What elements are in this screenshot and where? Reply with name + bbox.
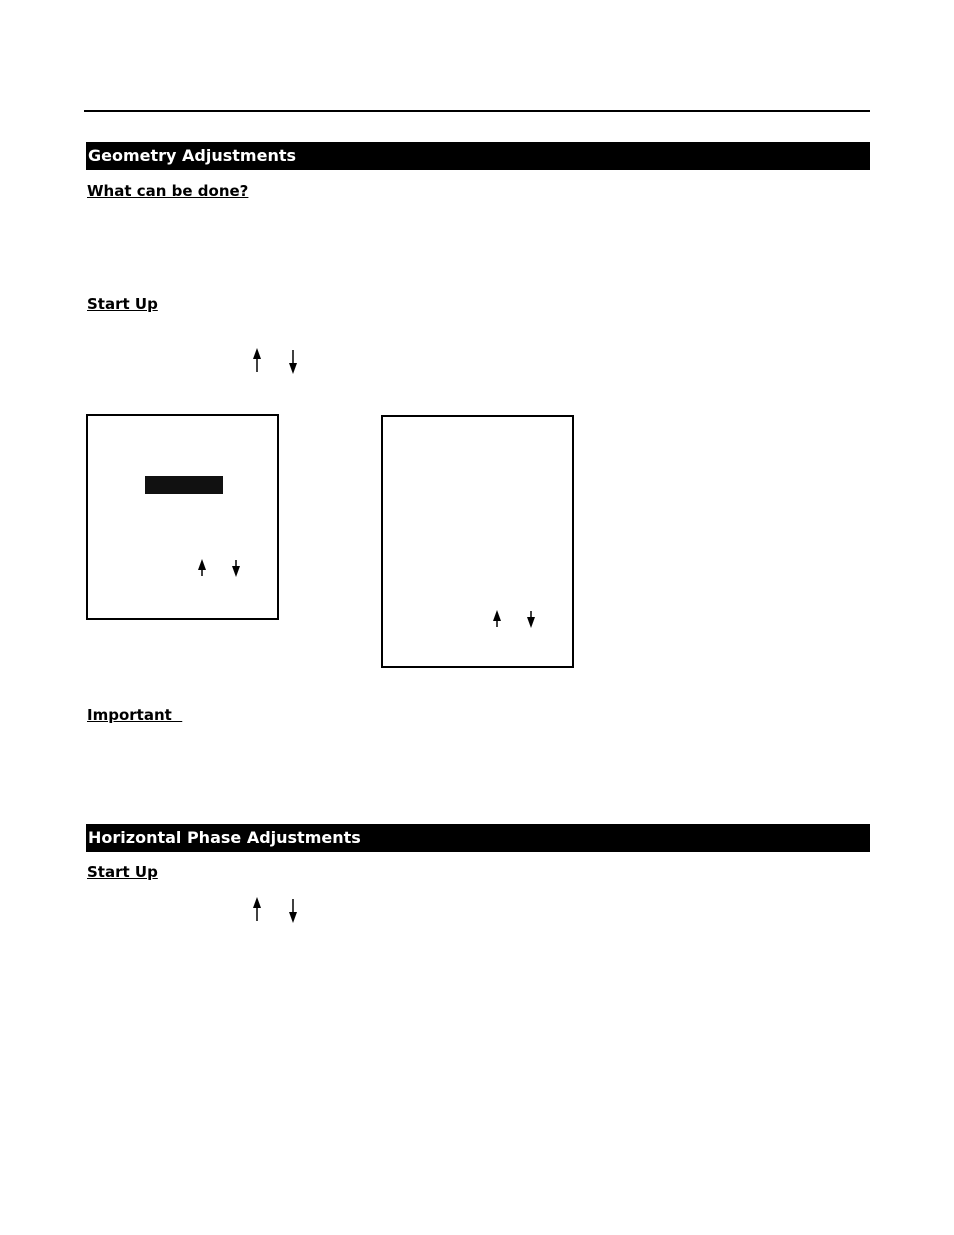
arrow-up-icon (250, 897, 264, 923)
menu-1-arrow-keys (196, 559, 246, 585)
arrow-down-icon (230, 559, 242, 577)
menu-screen-2 (381, 415, 574, 668)
arrow-up-icon (196, 559, 208, 577)
arrow-down-icon (286, 897, 300, 923)
arrow-down-icon (286, 348, 300, 374)
subheading-start-up-2: Start Up (87, 863, 158, 881)
top-rule (84, 110, 870, 112)
arrow-up-icon (491, 610, 503, 628)
menu-screen-1 (86, 414, 279, 620)
arrow-keys-horizontal-phase (250, 897, 300, 923)
subheading-important: Important (87, 706, 183, 724)
menu-selected-item (145, 476, 223, 494)
section-title-horizontal-phase: Horizontal Phase Adjustments (86, 824, 870, 852)
arrow-keys-start-up (250, 348, 300, 374)
section-title-geometry: Geometry Adjustments (86, 142, 870, 170)
arrow-up-icon (250, 348, 264, 374)
menu-2-arrow-keys (491, 610, 541, 636)
subheading-what-can-be-done: What can be done? (87, 182, 249, 200)
arrow-down-icon (525, 610, 537, 628)
subheading-start-up: Start Up (87, 295, 158, 313)
